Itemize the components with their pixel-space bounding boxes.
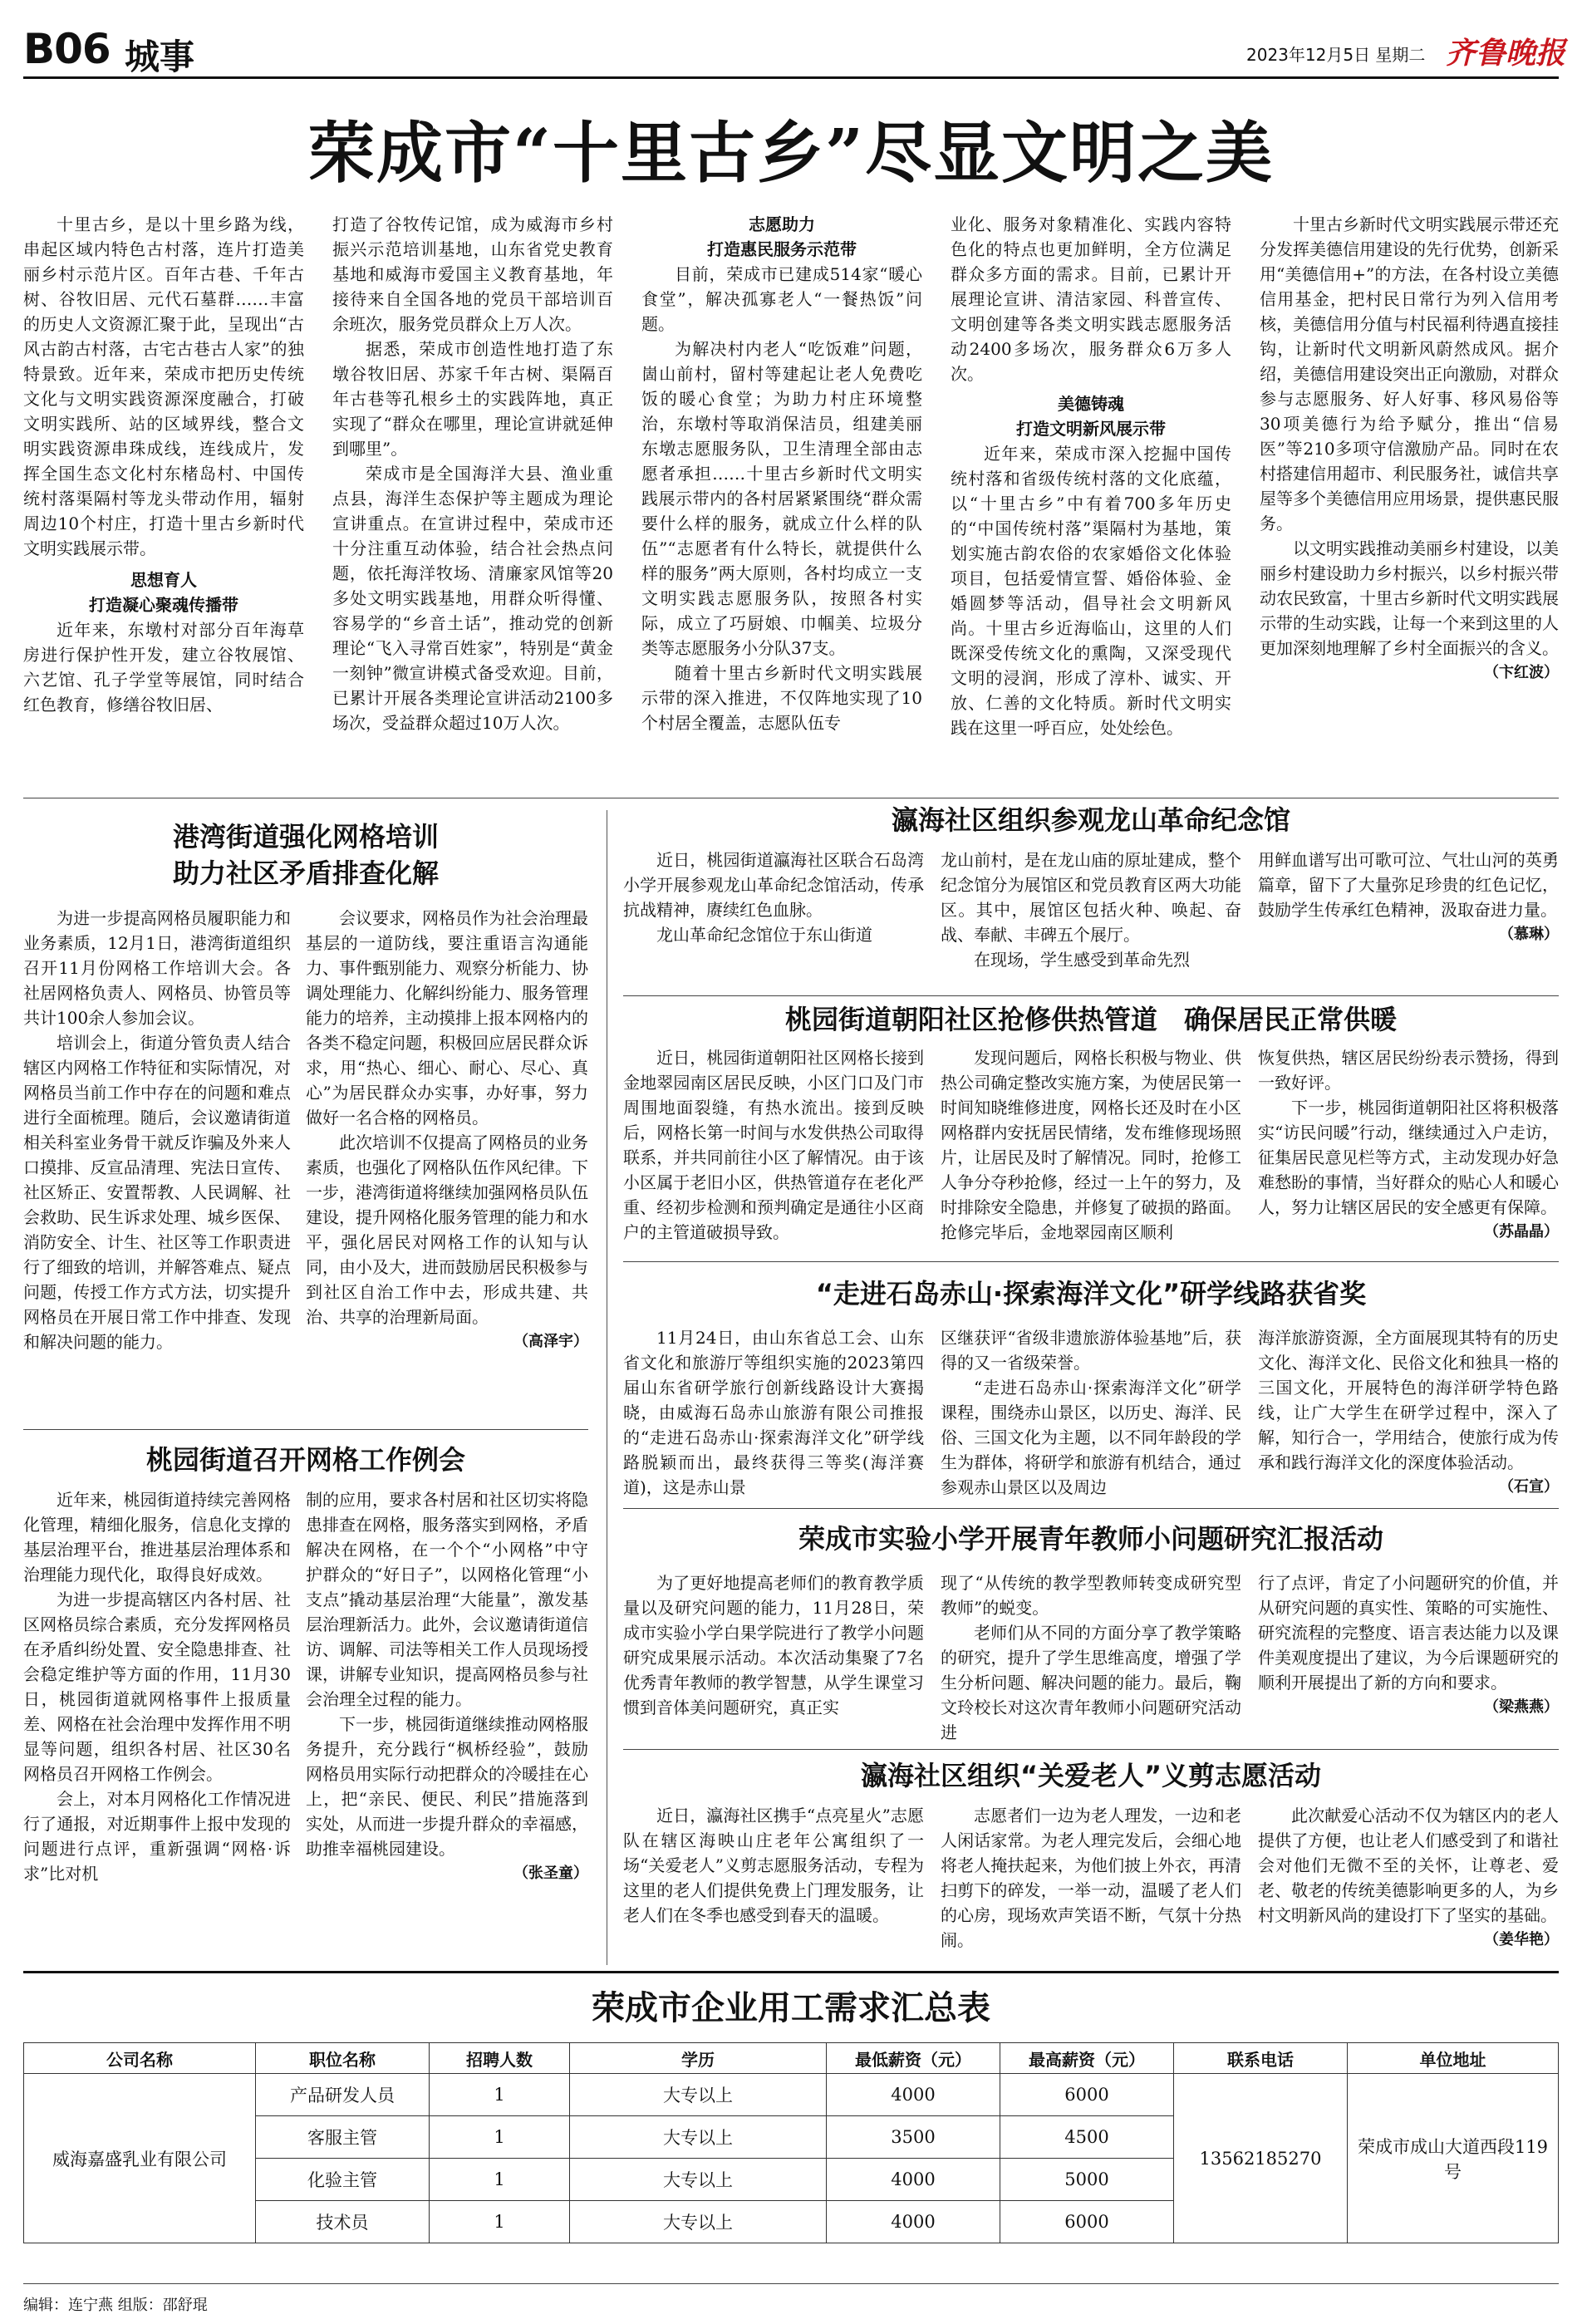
address-cell: 荣成市成山大道西段119号 bbox=[1348, 2074, 1559, 2243]
max-salary-cell: 6000 bbox=[1000, 2074, 1174, 2116]
max-salary-cell: 4500 bbox=[1000, 2116, 1174, 2159]
a1-title-2: 助力社区矛盾排查化解 bbox=[172, 857, 439, 889]
a1-bottom-rule bbox=[23, 1429, 588, 1430]
col-header-education: 学历 bbox=[570, 2043, 827, 2074]
a2-title: 桃园街道召开网格工作例会 bbox=[145, 1444, 465, 1476]
position-cell: 技术员 bbox=[256, 2201, 430, 2243]
col-header-company: 公司名称 bbox=[24, 2043, 256, 2074]
table-top-rule bbox=[23, 1971, 1559, 1973]
max-salary-cell: 5000 bbox=[1000, 2159, 1174, 2201]
a4-col-1: 近日，桃园街道朝阳社区网格长接到金地翠园南区居民反映，小区门口及门市周围地面裂缝，有热水流出。接到反映后，网格长第一时间与水发供热公司取得联系，并共同前往小区了解情况。由于该小区属于老旧小区，供热管道存在老化严重、经初步检测和预判确定是通往小区商户的主管道破损导致。 bbox=[623, 1048, 924, 1242]
a1-col-2: 会议要求，网格员作为社会治理最基层的一道防线，要注重语言沟通能力、事件甄别能力、观察分析能力、协调处理能力、化解纠纷能力、服务管理能力的培养，主动摸排上报本网格内的各类不稳定问题，积极回应居民群众诉求，用“热心、细心、耐心、尽心、真心”为居民群众办实事，办好事，努力做好一名合格的网格员。 此次培训不仅提高了网格员的业务素质，也强化了网格队伍作风纪律。下一步，港湾街道将继续加强网格员队伍建设，提升网格化服务管理的能力和水平，强化居民对网格工作的认知与认同，由小及大，进而鼓励居民积极参与到社区自治工作中去，形成共建、共治、共享的治理新局面。 （高泽宇） bbox=[306, 908, 588, 1350]
jobs-table bbox=[23, 2042, 1559, 2243]
a6-bottom-rule bbox=[623, 1749, 1559, 1750]
min-salary-cell: 4000 bbox=[827, 2159, 1000, 2201]
issue-date: 2023年12月5日 星期二 bbox=[1246, 45, 1426, 65]
header-rule bbox=[23, 76, 1559, 79]
col-header-max-salary: 最高薪资（元） bbox=[1000, 2043, 1174, 2074]
lead-title: 荣成市“十里古乡”尽显文明之美 bbox=[307, 114, 1275, 192]
a5-bottom-rule bbox=[623, 1508, 1559, 1509]
a7-col-2: 志愿者们一边为老人理发，一边和老人闲话家常。为老人理完发后，会细心地将老人掩扶起来，为他们披上外衣，再清扫剪下的碎发，一举一动，温暖了老人们的心房，现场欢声笑语不断，气氛十分热闹。 bbox=[941, 1806, 1241, 1950]
a5-col-1: 11月24日，由山东省总工会、山东省文化和旅游厅等组织实施的2023第四届山东省研学旅行创新线路设计大赛揭晓，由威海石岛赤山旅游有限公司推报的“走进石岛赤山·探索海洋文化”研学线路脱颖而出，最终获得三等奖(海洋赛道)，这是赤山景 bbox=[623, 1328, 924, 1497]
a6-col-1: 为了更好地提高老师们的教育教学质量以及研究问题的能力，11月28日，荣成市实验小学白果学院进行了教学小问题研究成果展示活动。本次活动集聚了7名优秀青年教师的教学智慧，从学生课堂习惯到音体美问题研究，真正实 bbox=[623, 1573, 924, 1717]
col-header-count: 招聘人数 bbox=[430, 2043, 570, 2074]
a3-title: 瀛海社区组织参观龙山革命纪念馆 bbox=[891, 804, 1290, 836]
a2-col-1: 近年来，桃园街道持续完善网格化管理，精细化服务，信息化支撑的基层治理平台，推进基层治理体系和治理能力现代化，取得良好成效。 为进一步提高辖区内各村居、社区网格员综合素质，充分发挥网格员在矛盾纠纷处置、安全隐患排查、社会稳定维护等方面的作用，11月30日，桃园街道就网格事件上报质量差、网格在社会治理中发挥作用不明显等问题，组织各村居、社区30名网格员召开网格工作例会。 会上，对本月网格化工作情况进行了通报，对近期事件上报中发现的问题进行点评，重新强调“网格·诉求”比对机 bbox=[23, 1490, 291, 1884]
position-cell: 客服主管 bbox=[256, 2116, 430, 2159]
lead-col-5: 十里古乡新时代文明实践展示带还充分发挥美德信用建设的先行优势，创新采用“美德信用+”的方法，在各村设立美德信用基金，把村民日常行为列入信用考核，美德信用分值与村民福利待遇直接挂钩，让新时代文明新风蔚然成风。据介绍，美德信用建设突出正向激励，对群众参与志愿服务、好人好事、移风易俗等30项美德行为给予赋分，推出“信易医”等210多项守信激励产品。同时在农村搭建信用超市、利民服务社，诚信共享屋等多个美德信用应用场景，提供惠民服务。 以文明实践推动美丽乡村建设，以美丽乡村建设助力乡村振兴，以乡村振兴带动农民致富，十里古乡新时代文明实践展示带的生动实践，让每一个来到这里的人更加深刻地理解了乡村全面振兴的含义。 （卞红波） bbox=[1260, 214, 1559, 681]
position-cell: 产品研发人员 bbox=[256, 2074, 430, 2116]
education-cell: 大专以上 bbox=[570, 2074, 827, 2116]
min-salary-cell: 4000 bbox=[827, 2074, 1000, 2116]
a1-col-1: 为进一步提高网格员履职能力和业务素质，12月1日，港湾街道组织召开11月份网格工作培训大会。各社居网格负责人、网格员、协管员等共计100余人参加会议。 培训会上，街道分管负责人结合辖区内网格工作特征和实际情况，对网格员当前工作中存在的问题和难点进行全面梳理。随后，会议邀请街道相关科室业务骨干就反诈骗及外来人口摸排、反宣品清理、宪法日宣传、社区矫正、安置帮教、人民调解、社会救助、民生诉求处理、城乡医保、消防安全、计生、社区等工作职责进行了细致的培训，并解答难点、疑点问题，传授工作方式方法，切实提升网格员在开展日常工作中排查、发现和解决问题的能力。 bbox=[23, 908, 291, 1352]
jobs-header-row bbox=[24, 2043, 1559, 2074]
a4-col-3: 恢复供热，辖区居民纷纷表示赞扬，得到一致好评。 下一步，桃园街道朝阳社区将积极落实“访民问暖”行动，继续通过入户走访，征集居民意见栏等方式，主动发现办好急难愁盼的事情，当好群众的贴心人和暖心人，努力让辖区居民的安全感更有保障。 （苏晶晶） bbox=[1258, 1048, 1559, 1241]
count-cell: 1 bbox=[430, 2159, 570, 2201]
min-salary-cell: 3500 bbox=[827, 2116, 1000, 2159]
a2-col-2: 制的应用，要求各村居和社区切实将隐患排查在网格，服务落实到网格，矛盾解决在网格，在一个个“小网格”中守护群众的“好日子”，以网格化管理“小支点”撬动基层治理“大能量”，激发基层治理新活力。此外，会议邀请街道信访、调解、司法等相关工作人员现场授课，讲解专业知识，提高网格员参与社会治理全过程的能力。 下一步，桃园街道继续推动网格服务提升，充分践行“枫桥经验”，鼓励网格员用实际行动把群众的冷暖挂在心上，把“亲民、便民、利民”措施落到实处，从而进一步提升群众的幸福感，助推幸福桃园建设。 （张圣童） bbox=[306, 1490, 588, 1882]
a1-title-1: 港湾街道强化网格培训 bbox=[172, 821, 439, 852]
section-name: 城事 bbox=[125, 37, 195, 77]
a4-title: 桃园街道朝阳社区抢修供热管道 确保居民正常供暖 bbox=[784, 1004, 1397, 1035]
education-cell: 大专以上 bbox=[570, 2159, 827, 2201]
newspaper-logo: 齐鲁晚报 bbox=[1446, 36, 1566, 71]
a6-col-2: 现了“从传统的教学型教师转变成研究型教师”的蜕变。 老师们从不同的方面分享了教学策略的研究，提升了学生思维高度，增强了学生分析问题、解决问题的能力。最后，鞠文玲校长对这次青年教师小问题研究活动进 bbox=[941, 1573, 1241, 1742]
footer-credits: 编辑：连宁燕 组版：邵舒琨 bbox=[23, 2297, 208, 2314]
col-header-phone: 联系电话 bbox=[1174, 2043, 1348, 2074]
col-header-position: 职位名称 bbox=[256, 2043, 430, 2074]
phone-cell: 13562185270 bbox=[1174, 2074, 1348, 2243]
education-cell: 大专以上 bbox=[570, 2116, 827, 2159]
page-code: B06 bbox=[23, 25, 111, 73]
jobs-table-title: 荣成市企业用工需求汇总表 bbox=[592, 1989, 990, 2027]
a7-col-3: 此次献爱心活动不仅为辖区内的老人提供了方便，也让老人们感受到了和谐社会对他们无微不至的关怀，让尊老、爱老、敬老的传统美德影响更多的人，为乡村文明新风尚的建设打下了坚实的基础。 （姜华艳） bbox=[1258, 1806, 1559, 1948]
lead-col-1: 十里古乡，是以十里乡路为线，串起区域内特色古村落，连片打造美丽乡村示范片区。百年古巷、千年古树、谷牧旧居、元代石墓群……丰富的历史人文资源汇聚于此，呈现出“古风古韵古村落，古宅古巷古人家”的独特景致。近年来，荣成市把历史传统文化与文明实践资源深度融合，打破文明实践所、站的区域界线，整合文明实践资源串珠成线，连线成片，发挥全国生态文化村东楮岛村、中国传统村落渠隔村等龙头带动作用，辐射周边10个村庄，打造十里古乡新时代文明实践展示带。 思想育人 打造凝心聚魂传播带 近年来，东墩村对部分百年海草房进行保护性开发，建立谷牧展馆、六艺馆、孔子学堂等展馆，同时结合红色教育，修缮谷牧旧居、 bbox=[23, 214, 304, 715]
max-salary-cell: 6000 bbox=[1000, 2201, 1174, 2243]
lead-col-4: 业化、服务对象精准化、实践内容特色化的特点也更加鲜明，全方位满足群众多方面的需求。目前，已累计开展理论宣讲、清洁家园、科普宣传、文明创建等各类文明实践志愿服务活动2400多场次，服务群众6万多人次。 美德铸魂 打造文明新风展示带 近年来，荣成市深入挖掘中国传统村落和省级传统村落的文化底蕴，以“十里古乡”中有着700多年历史的“中国传统村落”渠隔村为基地，策划实施古韵农俗的农家婚俗文化体验项目，包括爱情宣誓、婚俗体验、金婚圆梦等活动，倡导社会文明新风尚。十里古乡近海临山，这里的人们既深受传统文化的熏陶，又深受现代文明的浸润，形成了淳朴、诚实、开放、仁善的文化特质。新时代文明实践在这里一呼百应，处处绘色。 bbox=[951, 214, 1231, 738]
lead-col-2: 打造了谷牧传记馆，成为威海市乡村振兴示范培训基地，山东省党史教育基地和威海市爱国主义教育基地，年接待来自全国各地的党员干部培训百余班次，服务党员群众上万人次。 据悉，荣成市创造性地打造了东墩谷牧旧居、苏家千年古树、渠隔百年古巷等孔根乡土的实践阵地，真正实现了“群众在哪里，理论宣讲就延伸到哪里”。 荣成市是全国海洋大县、渔业重点县，海洋生态保护等主题成为理论宣讲重点。在宣讲过程中，荣成市还十分注重互动体验，结合社会热点问题，依托海洋牧场、清廉家风馆等20多处文明实践基地，用群众听得懂、容易学的“乡音土话”，推动党的创新理论“飞入寻常百姓家”，特别是“黄金一刻钟”微宣讲模式备受欢迎。目前，已累计开展各类理论宣讲活动2100多场次，受益群众超过10万人次。 bbox=[332, 214, 613, 733]
col-header-address: 单位地址 bbox=[1348, 2043, 1559, 2074]
count-cell: 1 bbox=[430, 2074, 570, 2116]
position-cell: 化验主管 bbox=[256, 2159, 430, 2201]
a7-title: 瀛海社区组织“关爱老人”义剪志愿活动 bbox=[860, 1760, 1322, 1791]
a5-col-3: 海洋旅游资源，全方面展现其特有的历史文化、海洋文化、民俗文化和独具一格的三国文化，开展特色的海洋研学特色路线，让广大学生在研学过程中，深入了解，知行合一，学用结合，使旅行成为传承和践行海洋文化的深度体验活动。 （石宣） bbox=[1258, 1328, 1559, 1496]
a3-col-3: 用鲜血谱写出可歌可泣、气壮山河的英勇篇章，留下了大量弥足珍贵的红色记忆，鼓励学生传承红色精神，汲取奋进力量。 （慕琳） bbox=[1258, 850, 1559, 943]
footer-rule bbox=[23, 2283, 1559, 2284]
count-cell: 1 bbox=[430, 2116, 570, 2159]
table-row bbox=[24, 2074, 1559, 2116]
min-salary-cell: 4000 bbox=[827, 2201, 1000, 2243]
count-cell: 1 bbox=[430, 2201, 570, 2243]
a7-col-1: 近日，瀛海社区携手“点亮星火”志愿队在辖区海映山庄老年公寓组织了一场“关爱老人”义剪志愿服务活动，专程为这里的老人们提供免费上门理发服务，让老人们在冬季也感受到春天的温暖。 bbox=[623, 1806, 924, 1925]
a5-col-2: 区继获评“省级非遗旅游体验基地”后，获得的又一省级荣誉。 “走进石岛赤山·探索海洋文化”研学课程，围绕赤山景区，以历史、海洋、民俗、三国文化为主题，以不同年龄段的学生为群体，将研学和旅游有机结合，通过参观赤山景区以及周边 bbox=[941, 1328, 1241, 1497]
a4-bottom-rule bbox=[623, 1261, 1559, 1262]
lead-col-3: 志愿助力 打造惠民服务示范带 目前，荣成市已建成514家“暖心食堂”，解决孤寡老人“一餐热饭”问题。 为解决村内老人“吃饭难”问题，崮山前村，留村等建起让老人免费吃饭的暖心食堂；为助力村庄环境整治，东墩村等取消保洁员，组建美丽东墩志愿服务队，卫生清理全部由志愿者承担……十里古乡新时代文明实践展示带内的各村居紧紧围绕“群众需要什么样的服务，就成立什么样的队伍”“志愿者有什么特长，就提供什么样的服务”两大原则，各村均成立一支文明实践志愿服务队，按照各村实际，成立了巧厨娘、巾帼美、垃圾分类等志愿服务小分队37支。 随着十里古乡新时代文明实践展示带的深入推进，不仅阵地实现了10个村居全覆盖，志愿队伍专 bbox=[641, 214, 922, 733]
col-header-min-salary: 最低薪资（元） bbox=[827, 2043, 1000, 2074]
a6-col-3: 行了点评，肯定了小问题研究的价值，并从研究问题的真实性、策略的可实施性、研究流程的完整度、语言表达能力以及课件美观度提出了建议，为今后课题研究的顺利开展提出了新的方向和要求。 （梁燕燕） bbox=[1258, 1573, 1559, 1716]
a3-col-2: 龙山前村，是在龙山庙的原址建成，整个纪念馆分为展馆区和党员教育区两大功能区。其中，展馆区包括火种、唤起、奋战、奉献、丰碑五个展厅。 在现场，学生感受到革命先烈 bbox=[941, 850, 1241, 970]
a6-title: 荣成市实验小学开展青年教师小问题研究汇报活动 bbox=[798, 1523, 1383, 1555]
a5-title: “走进石岛赤山·探索海洋文化”研学线路获省奖 bbox=[815, 1278, 1367, 1309]
company-cell: 威海嘉盛乳业有限公司 bbox=[24, 2074, 256, 2243]
a4-col-2: 发现问题后，网格长积极与物业、供热公司确定整改实施方案，为使居民第一时间知晓维修进度，网格长还及时在小区网格群内安抚居民情绪，发布维修现场照片，让居民及时了解情况。同时，抢修工人争分夺秒抢修，经过一上午的努力，及时排除安全隐患，并修复了破损的路面。抢修完毕后，金地翠园南区顺利 bbox=[941, 1048, 1241, 1242]
a3-col-1: 近日，桃园街道瀛海社区联合石岛湾小学开展参观龙山革命纪念馆活动，传承抗战精神，赓续红色血脉。 龙山革命纪念馆位于东山街道 bbox=[623, 850, 924, 945]
a3-bottom-rule bbox=[623, 995, 1559, 996]
education-cell: 大专以上 bbox=[570, 2201, 827, 2243]
